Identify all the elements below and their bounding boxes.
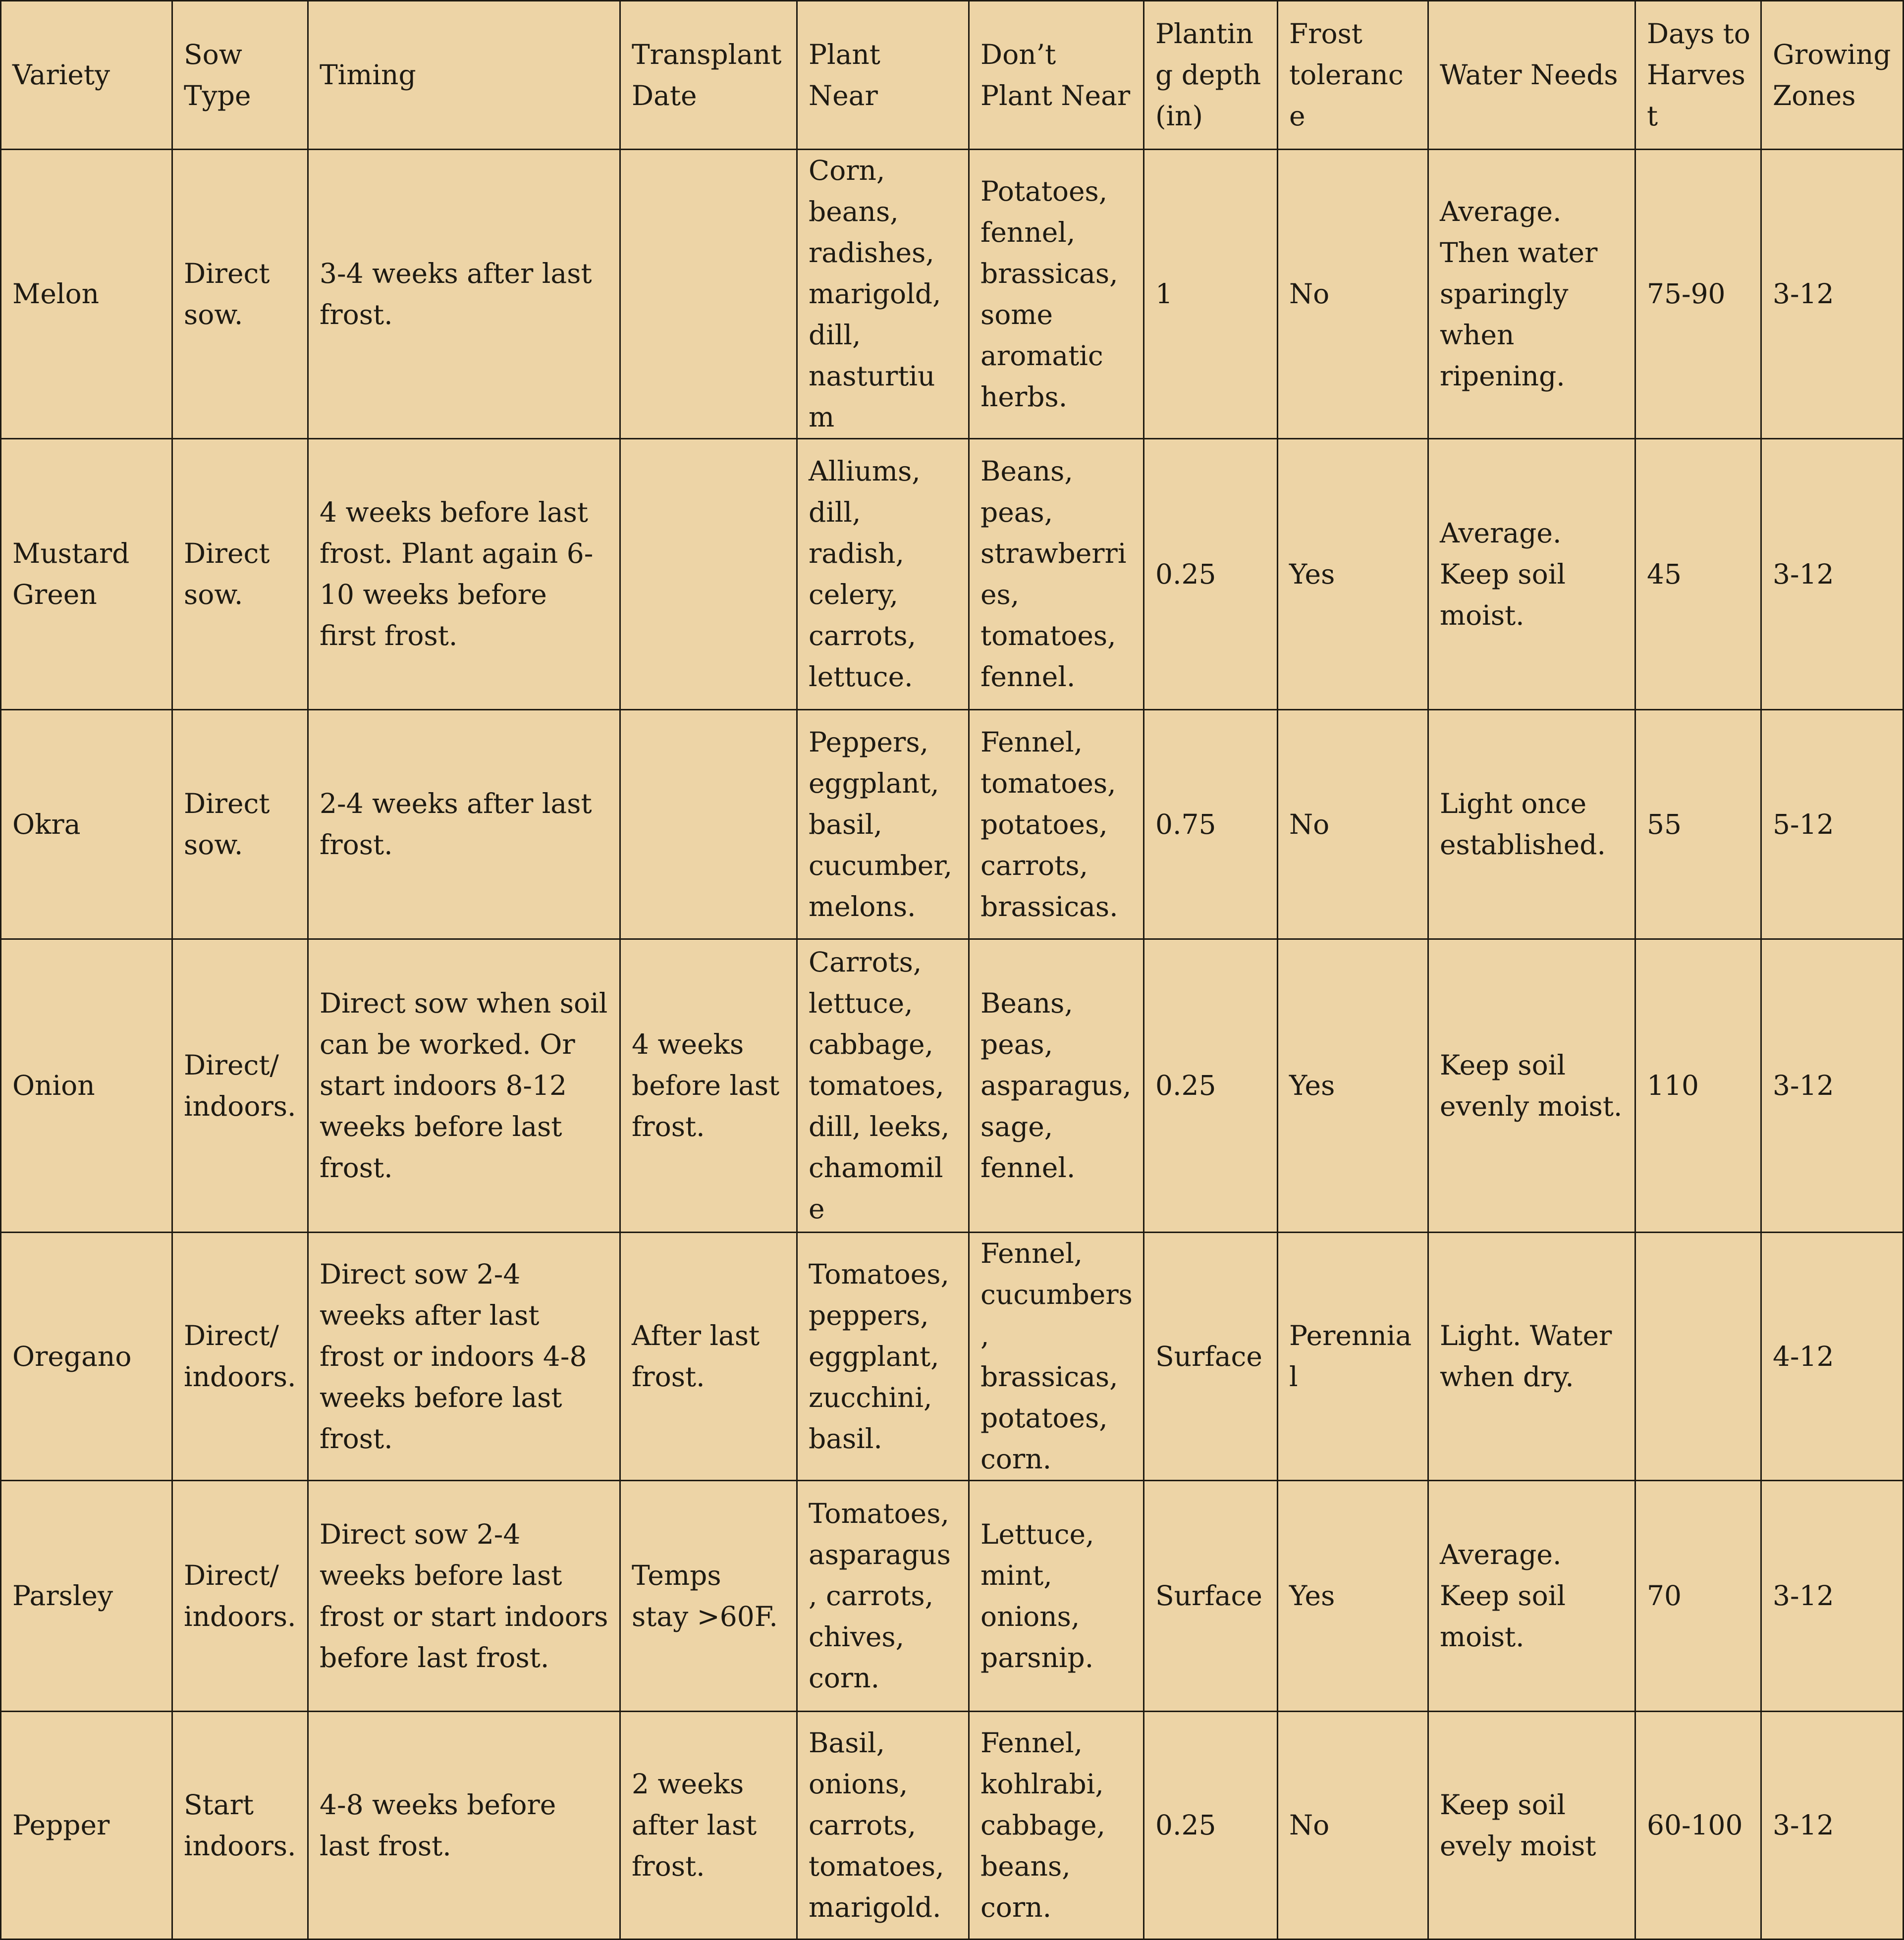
table-row — [1, 1233, 1904, 1481]
cell-growing-zones: 4-12 — [1761, 1233, 1904, 1481]
cell-days-to-harvest: 45 — [1635, 439, 1761, 710]
cell-sow-type: Direct sow. — [172, 439, 308, 710]
cell-dont-plant-near: Potatoes, fennel, brassicas, some aromatic herbs. — [969, 150, 1144, 439]
cell-variety: Melon — [1, 150, 172, 439]
cell-frost-tolerance: Perennial — [1278, 1233, 1428, 1481]
cell-planting-depth: 0.25 — [1144, 939, 1278, 1233]
cell-dont-plant-near: Fennel, tomatoes, potatoes, carrots, brassicas. — [969, 710, 1144, 939]
cell-frost-tolerance: Yes — [1278, 1481, 1428, 1712]
cell-dont-plant-near: Fennel, kohlrabi, cabbage, beans, corn. — [969, 1712, 1144, 1940]
cell-plant-near: Peppers, eggplant, basil, cucumber, melons. — [797, 710, 969, 939]
cell-growing-zones: 3-12 — [1761, 939, 1904, 1233]
cell-water-needs: Light. Water when dry. — [1428, 1233, 1635, 1481]
cell-timing: Direct sow when soil can be worked. Or start indoors 8-12 weeks before last frost. — [308, 939, 620, 1233]
table-row — [1, 939, 1904, 1233]
cell-days-to-harvest: 75-90 — [1635, 150, 1761, 439]
cell-sow-type: Direct sow. — [172, 710, 308, 939]
cell-sow-type: Direct sow. — [172, 150, 308, 439]
cell-planting-depth: Surface — [1144, 1481, 1278, 1712]
cell-growing-zones: 5-12 — [1761, 710, 1904, 939]
cell-plant-near: Alliums, dill, radish, celery, carrots, lettuce. — [797, 439, 969, 710]
cell-timing: Direct sow 2-4 weeks after last frost or indoors 4-8 weeks before last frost. — [308, 1233, 620, 1481]
header-water-needs: Water Needs — [1428, 1, 1635, 150]
header-dont-plant-near: Don’t Plant Near — [969, 1, 1144, 150]
cell-transplant-date: Temps stay >60F. — [620, 1481, 797, 1712]
cell-transplant-date: 2 weeks after last frost. — [620, 1712, 797, 1940]
cell-days-to-harvest: 60-100 — [1635, 1712, 1761, 1940]
cell-dont-plant-near: Fennel, cucumbers, brassicas, potatoes, corn. — [969, 1233, 1144, 1481]
header-frost-tolerance: Frost tolerance — [1278, 1, 1428, 150]
table-row — [1, 710, 1904, 939]
cell-plant-near: Basil, onions, carrots, tomatoes, marigold. — [797, 1712, 969, 1940]
cell-dont-plant-near: Lettuce, mint, onions, parsnip. — [969, 1481, 1144, 1712]
cell-water-needs: Average. Keep soil moist. — [1428, 439, 1635, 710]
cell-plant-near: Tomatoes, asparagus, carrots, chives, corn. — [797, 1481, 969, 1712]
cell-planting-depth: Surface — [1144, 1233, 1278, 1481]
cell-planting-depth: 1 — [1144, 150, 1278, 439]
table-row — [1, 150, 1904, 439]
cell-water-needs: Keep soil evenly moist. — [1428, 939, 1635, 1233]
cell-timing: 3-4 weeks after last frost. — [308, 150, 620, 439]
cell-planting-depth: 0.25 — [1144, 1712, 1278, 1940]
cell-transplant-date — [620, 439, 797, 710]
cell-frost-tolerance: Yes — [1278, 939, 1428, 1233]
cell-growing-zones: 3-12 — [1761, 1712, 1904, 1940]
header-timing: Timing — [308, 1, 620, 150]
cell-frost-tolerance: No — [1278, 710, 1428, 939]
cell-transplant-date: After last frost. — [620, 1233, 797, 1481]
cell-frost-tolerance: No — [1278, 150, 1428, 439]
cell-variety: Onion — [1, 939, 172, 1233]
cell-timing: Direct sow 2-4 weeks before last frost or start indoors before last frost. — [308, 1481, 620, 1712]
cell-water-needs: Average. Keep soil moist. — [1428, 1481, 1635, 1712]
cell-growing-zones: 3-12 — [1761, 150, 1904, 439]
cell-timing: 2-4 weeks after last frost. — [308, 710, 620, 939]
table-row — [1, 1712, 1904, 1940]
cell-sow-type: Start indoors. — [172, 1712, 308, 1940]
header-row — [1, 1, 1904, 150]
cell-plant-near: Corn, beans, radishes, marigold, dill, nasturtium — [797, 150, 969, 439]
header-plant-near: Plant Near — [797, 1, 969, 150]
cell-water-needs: Light once established. — [1428, 710, 1635, 939]
cell-variety: Oregano — [1, 1233, 172, 1481]
cell-days-to-harvest: 70 — [1635, 1481, 1761, 1712]
header-sow-type: Sow Type — [172, 1, 308, 150]
cell-sow-type: Direct/ indoors. — [172, 939, 308, 1233]
cell-water-needs: Average. Then water sparingly when ripening. — [1428, 150, 1635, 439]
cell-plant-near: Carrots, lettuce, cabbage, tomatoes, dill, leeks, chamomile — [797, 939, 969, 1233]
cell-plant-near: Tomatoes, peppers, eggplant, zucchini, basil. — [797, 1233, 969, 1481]
cell-timing: 4-8 weeks before last frost. — [308, 1712, 620, 1940]
cell-days-to-harvest — [1635, 1233, 1761, 1481]
cell-variety: Mustard Green — [1, 439, 172, 710]
cell-days-to-harvest: 110 — [1635, 939, 1761, 1233]
cell-variety: Pepper — [1, 1712, 172, 1940]
cell-frost-tolerance: No — [1278, 1712, 1428, 1940]
cell-variety: Okra — [1, 710, 172, 939]
header-days-to-harvest: Days to Harvest — [1635, 1, 1761, 150]
cell-variety: Parsley — [1, 1481, 172, 1712]
header-planting-depth: Planting depth (in) — [1144, 1, 1278, 150]
table-row — [1, 439, 1904, 710]
cell-transplant-date — [620, 710, 797, 939]
cell-days-to-harvest: 55 — [1635, 710, 1761, 939]
header-variety: Variety — [1, 1, 172, 150]
table-row — [1, 1481, 1904, 1712]
header-growing-zones: Growing Zones — [1761, 1, 1904, 150]
cell-timing: 4 weeks before last frost. Plant again 6-10 weeks before first frost. — [308, 439, 620, 710]
cell-dont-plant-near: Beans, peas, strawberries, tomatoes, fennel. — [969, 439, 1144, 710]
cell-water-needs: Keep soil evely moist — [1428, 1712, 1635, 1940]
cell-planting-depth: 0.75 — [1144, 710, 1278, 939]
cell-transplant-date: 4 weeks before last frost. — [620, 939, 797, 1233]
cell-dont-plant-near: Beans, peas, asparagus, sage, fennel. — [969, 939, 1144, 1233]
cell-sow-type: Direct/ indoors. — [172, 1233, 308, 1481]
header-transplant-date: Transplant Date — [620, 1, 797, 150]
cell-frost-tolerance: Yes — [1278, 439, 1428, 710]
cell-sow-type: Direct/ indoors. — [172, 1481, 308, 1712]
cell-growing-zones: 3-12 — [1761, 439, 1904, 710]
cell-growing-zones: 3-12 — [1761, 1481, 1904, 1712]
cell-transplant-date — [620, 150, 797, 439]
cell-planting-depth: 0.25 — [1144, 439, 1278, 710]
